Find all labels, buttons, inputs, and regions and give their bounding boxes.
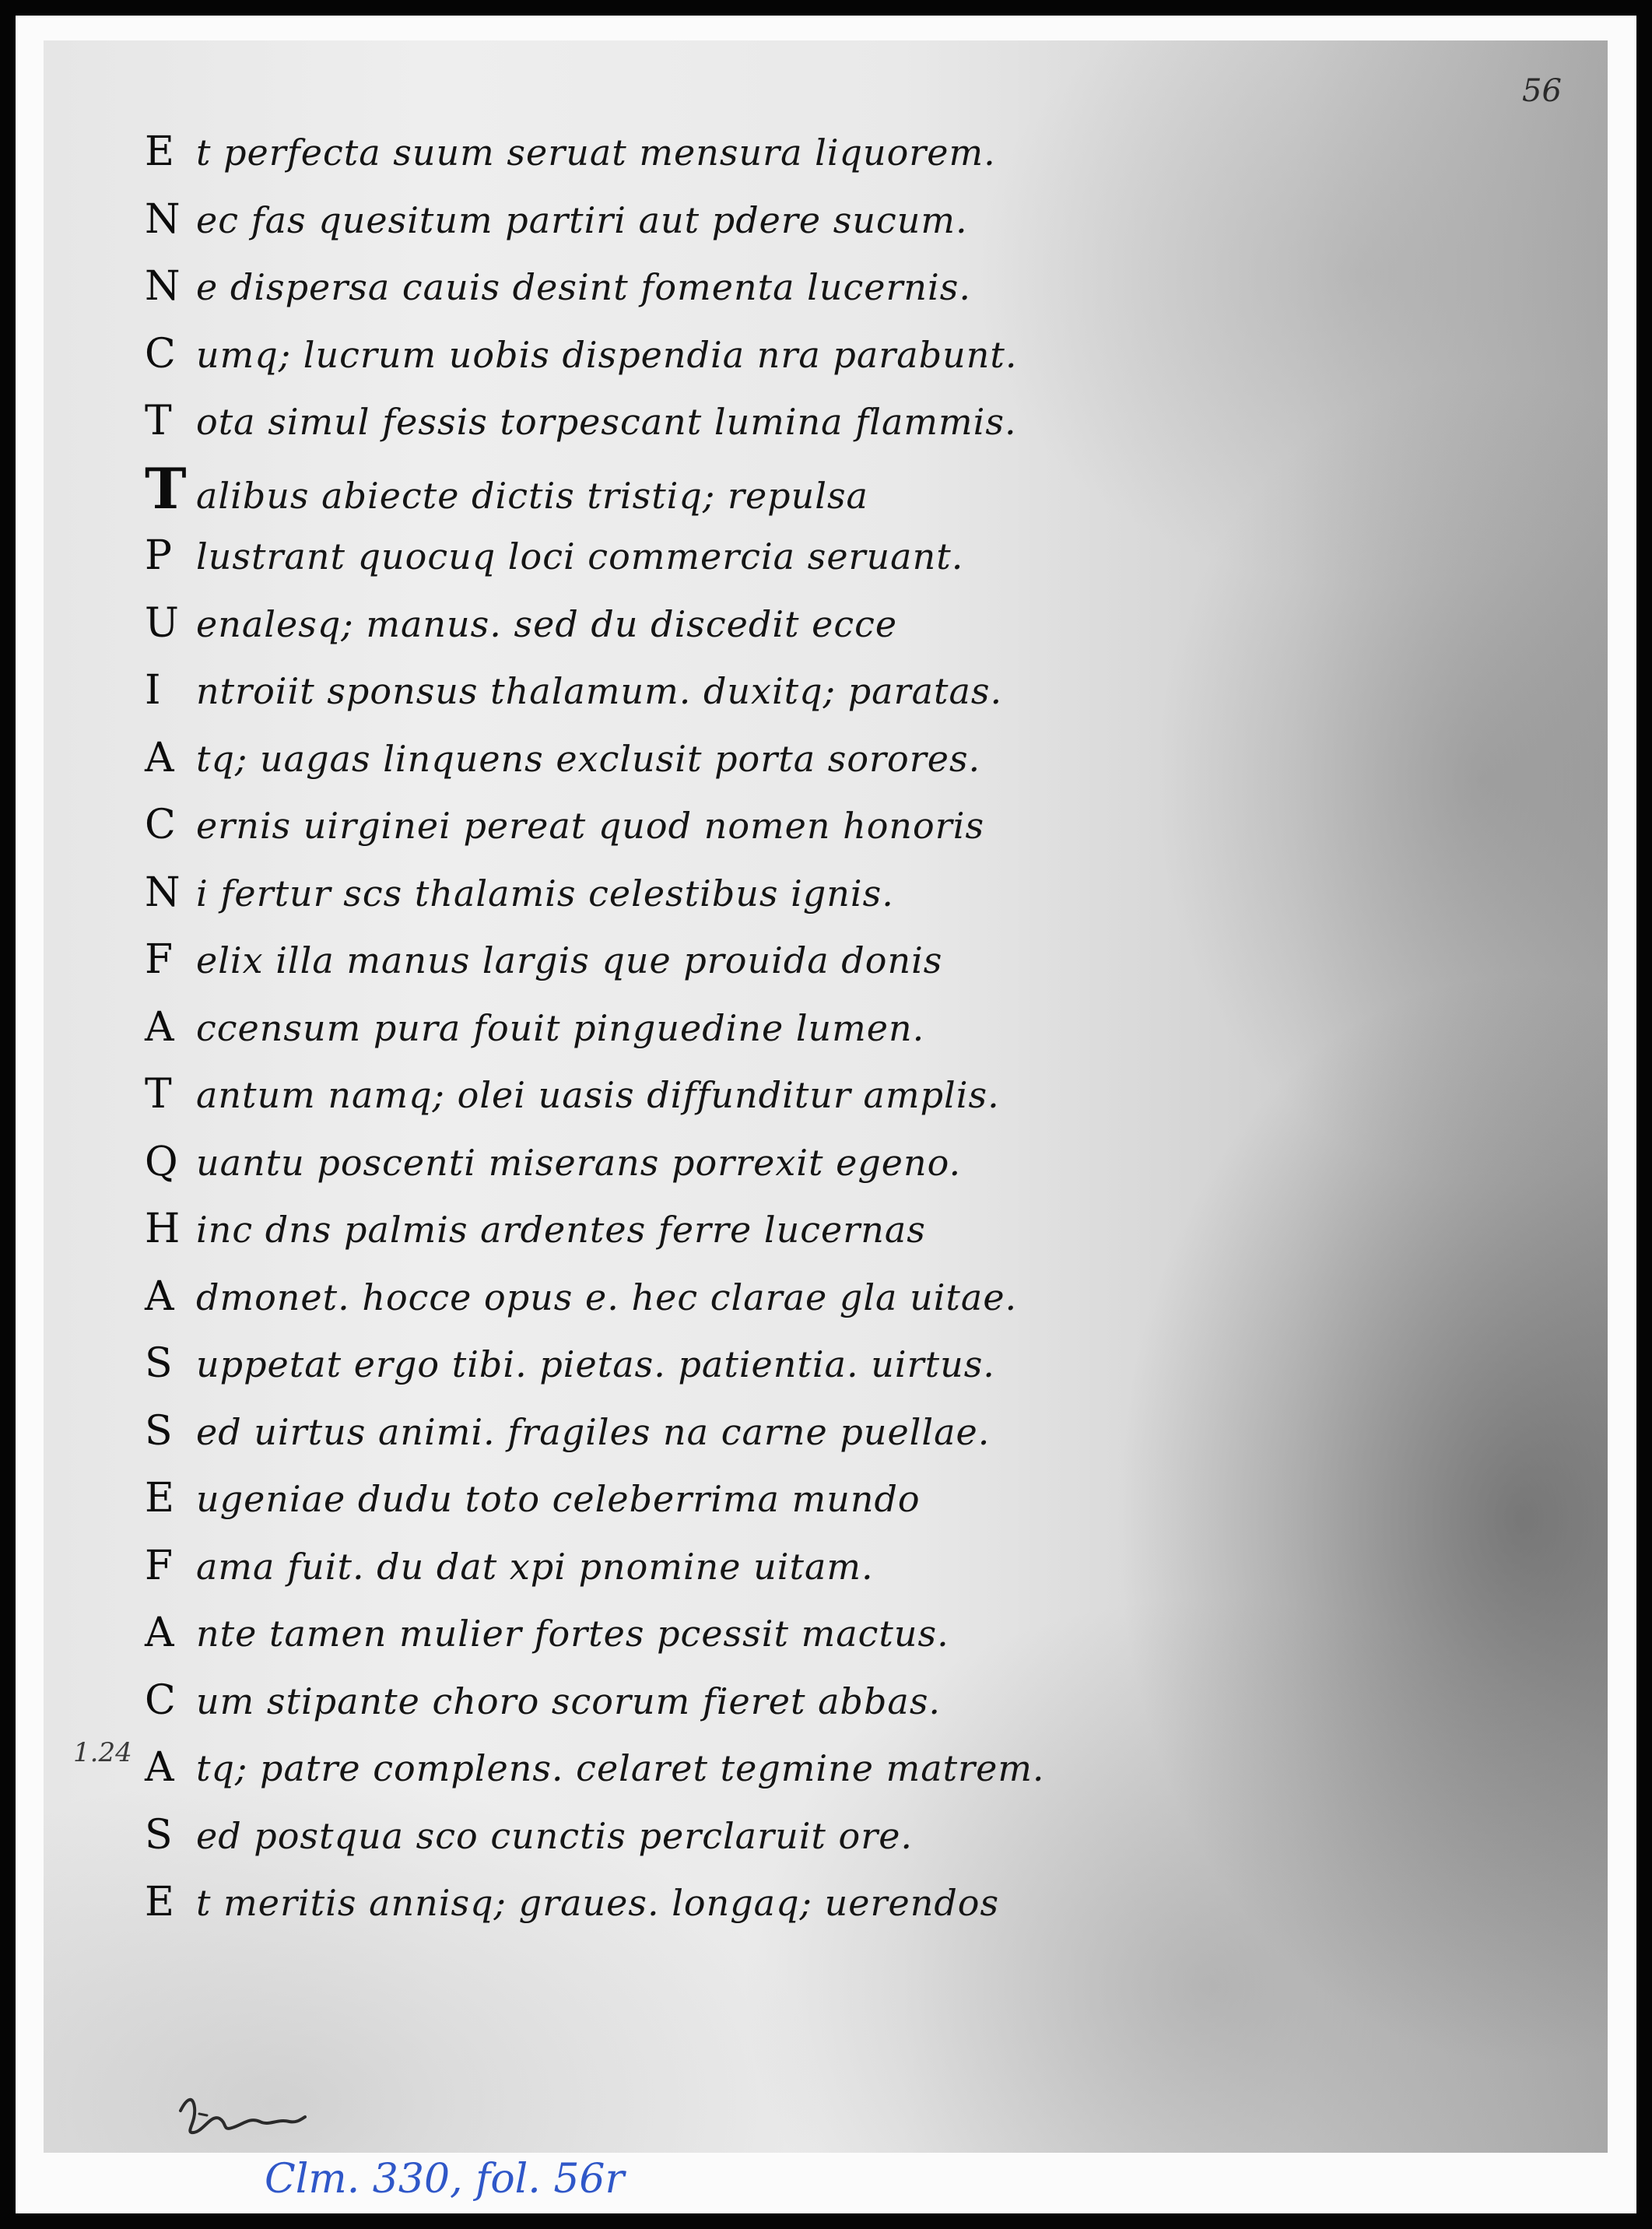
verse-text: ccensum pura fouit pinguedine lumen.	[196, 1006, 925, 1049]
verse-initial: T	[145, 455, 188, 521]
verse-initial: H	[145, 1206, 181, 1252]
verse-line	[145, 1734, 1351, 1802]
verse-initial: F	[145, 1542, 174, 1589]
verse-line	[145, 1465, 1351, 1532]
verse-initial: C	[145, 802, 177, 848]
verse-text: tq; uagas linquens exclusit porta sorores.	[196, 737, 981, 780]
verse-initial: N	[145, 195, 181, 243]
verse-line	[145, 253, 1351, 321]
verse-line	[145, 118, 1351, 186]
verse-text: ugeniae dudu toto celeberrima mundo	[196, 1478, 921, 1520]
verse-text: dmonet. hocce opus e. hec clarae gla uitae.	[196, 1276, 1018, 1318]
verse-text: umq; lucrum uobis dispendia nra parabunt.	[196, 333, 1018, 376]
verse-initial: A	[145, 1609, 175, 1656]
verse-text: alibus abiecte dictis tristiq; repulsa	[196, 474, 868, 517]
verse-line	[145, 725, 1351, 792]
verse-text: um stipante choro scorum fieret abbas.	[196, 1680, 942, 1722]
verse-initial: C	[145, 330, 177, 377]
verse-text: ernis uirginei pereat quod nomen honoris	[196, 805, 985, 847]
manuscript-text	[145, 118, 1351, 1936]
verse-initial: T	[145, 1071, 173, 1118]
verse-initial: N	[145, 263, 181, 310]
verse-text: antum namq; olei uasis diffunditur amplis.	[196, 1074, 1000, 1116]
verse-text: ota simul fessis torpescant lumina flammis.	[196, 401, 1017, 443]
verse-text: i fertur scs thalamis celestibus ignis.	[196, 872, 894, 914]
verse-line	[145, 388, 1351, 455]
verse-initial: A	[145, 734, 175, 781]
verse-line	[145, 1802, 1351, 1869]
shelfmark-annotation: Clm. 330, fol. 56r	[265, 2156, 625, 2203]
verse-initial: E	[145, 128, 175, 175]
verse-initial: I	[145, 667, 162, 714]
manuscript-leaf	[44, 40, 1608, 2153]
verse-text: t perfecta suum seruat mensura liquorem.	[196, 132, 996, 174]
verse-line	[145, 522, 1351, 590]
verse-line	[145, 1869, 1351, 1936]
verse-line	[145, 657, 1351, 725]
pen-scribble	[176, 2087, 308, 2142]
verse-initial: F	[145, 936, 174, 983]
verse-initial: S	[145, 1340, 174, 1387]
verse-line	[145, 1599, 1351, 1667]
verse-text: ed uirtus animi. fragiles na carne puellae.	[196, 1410, 991, 1453]
verse-line	[145, 1061, 1351, 1129]
verse-line	[145, 1667, 1351, 1735]
verse-text: tq; patre complens. celaret tegmine matrem.	[196, 1747, 1045, 1789]
verse-line	[145, 792, 1351, 859]
verse-line	[145, 1263, 1351, 1331]
verse-text: ed postqua sco cunctis perclaruit ore.	[196, 1814, 914, 1857]
verse-line	[145, 590, 1351, 658]
verse-text: ec fas quesitum partiri aut pdere sucum.	[196, 198, 968, 241]
verse-initial: E	[145, 1475, 175, 1522]
verse-line	[145, 994, 1351, 1062]
verse-line	[145, 186, 1351, 254]
verse-text: uantu poscenti miserans porrexit egeno.	[196, 1141, 962, 1184]
verse-initial: U	[145, 599, 180, 647]
verse-initial: N	[145, 869, 181, 916]
verse-initial: C	[145, 1676, 177, 1724]
verse-text: inc dns palmis ardentes ferre lucernas	[196, 1209, 926, 1251]
verse-text: ntroiit sponsus thalamum. duxitq; paratas.	[196, 670, 1003, 712]
verse-text: t meritis annisq; graues. longaq; uerendos	[196, 1882, 1000, 1924]
verse-line	[145, 1129, 1351, 1196]
folio-number: 56	[1522, 73, 1562, 109]
verse-text: nte tamen mulier fortes pcessit mactus.	[196, 1613, 949, 1655]
verse-line	[145, 1195, 1351, 1263]
verse-initial: T	[145, 398, 173, 444]
verse-initial: A	[145, 1744, 175, 1791]
verse-initial: Q	[145, 1138, 179, 1185]
verse-initial: P	[145, 532, 173, 579]
verse-text: uppetat ergo tibi. pietas. patientia. uirtus.	[196, 1343, 995, 1385]
verse-line	[145, 859, 1351, 927]
verse-text: lustrant quocuq loci commercia seruant.	[196, 535, 964, 577]
verse-line	[145, 1330, 1351, 1398]
verse-initial: A	[145, 1272, 175, 1320]
verse-text: enalesq; manus. sed du discedit ecce	[196, 602, 898, 645]
verse-text: e dispersa cauis desint fomenta lucernis.	[196, 266, 971, 308]
verse-text: elix illa manus largis que prouida donis	[196, 939, 943, 981]
verse-line	[145, 321, 1351, 388]
verse-line	[145, 455, 1351, 523]
verse-initial: S	[145, 1407, 174, 1455]
verse-initial: S	[145, 1811, 174, 1859]
verse-line	[145, 1398, 1351, 1466]
verse-line	[145, 926, 1351, 994]
verse-line	[145, 1532, 1351, 1600]
verse-initial: E	[145, 1879, 175, 1925]
verse-text: ama fuit. du dat xpi pnomine uitam.	[196, 1545, 874, 1588]
verse-initial: A	[145, 1003, 175, 1051]
margin-note: 1.24	[73, 1737, 132, 1768]
